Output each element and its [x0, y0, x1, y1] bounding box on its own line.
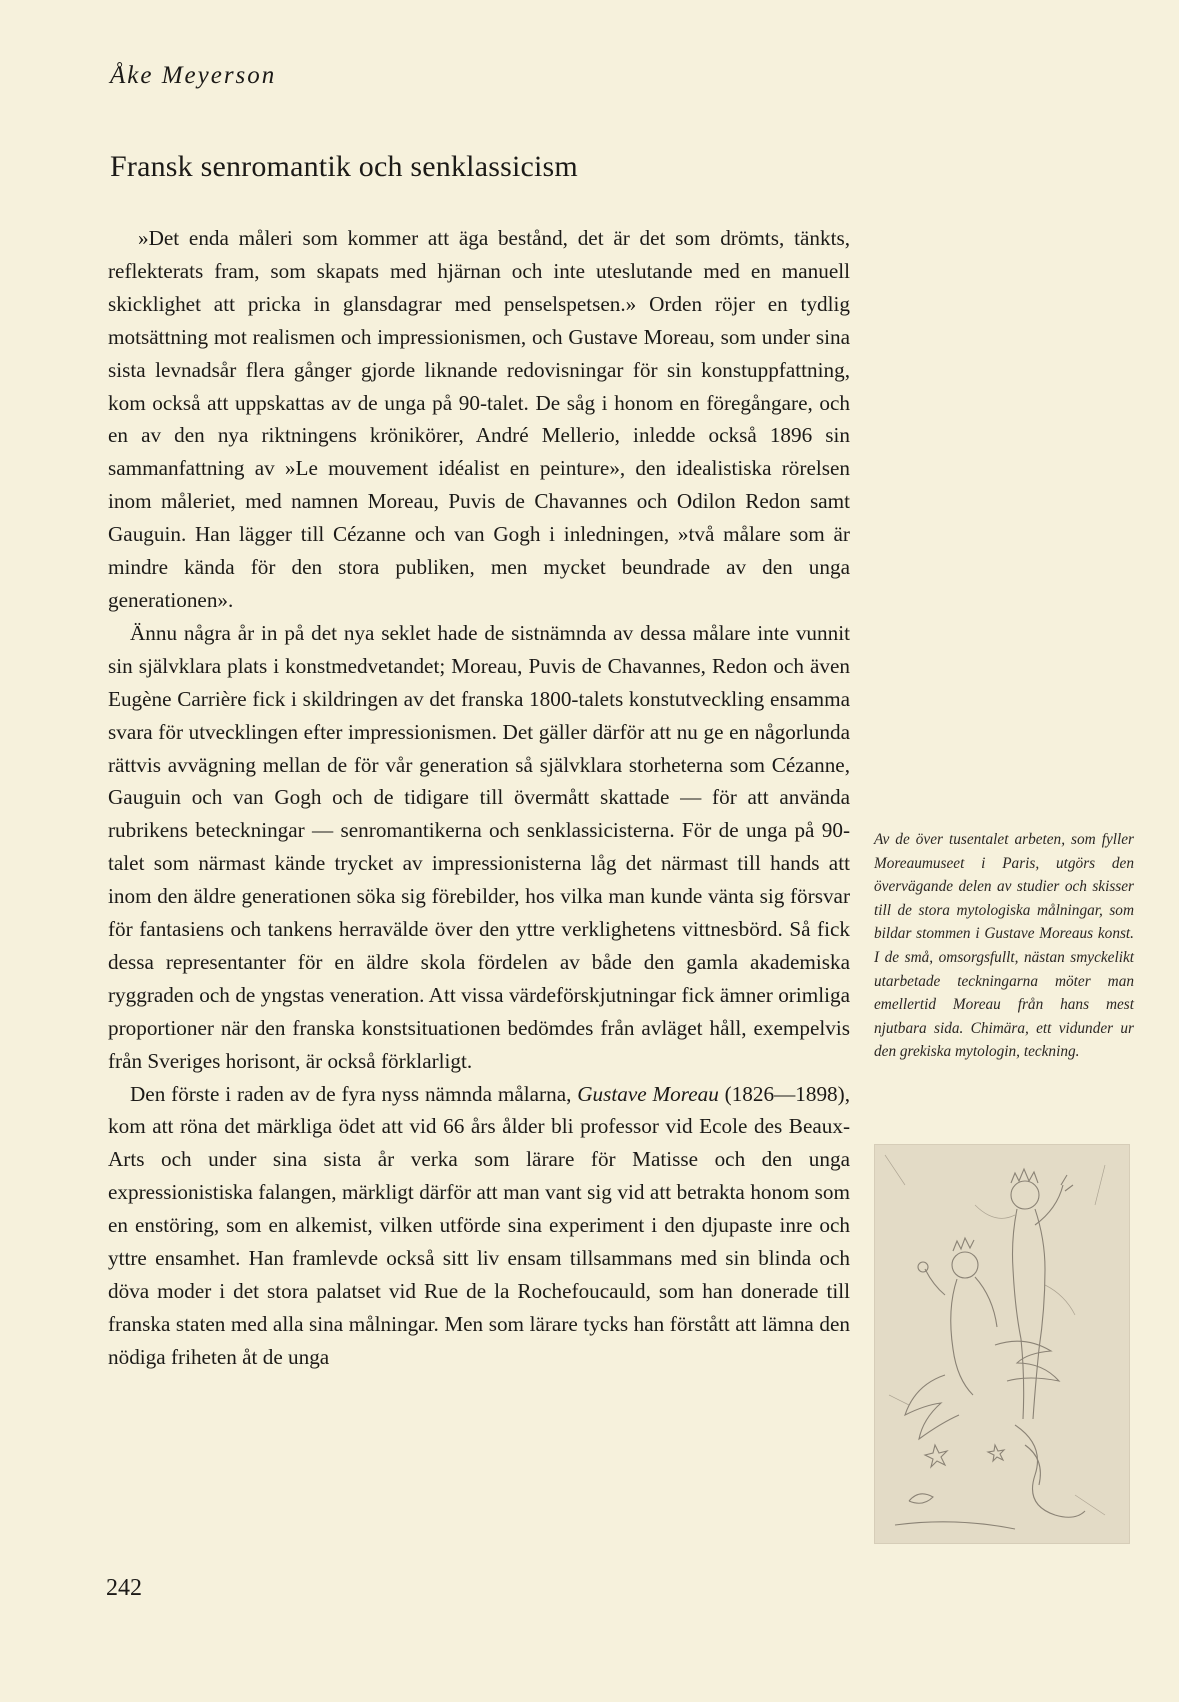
paragraph-3-rest: (1826—1898), kom att röna det märkliga ödet att vid 66 års ålder bli professor vid Ecole des Beaux-Arts och under sina sista år verka som lärare för Matisse och den unga expressionistiska falangen, märkligt därför att man vant sig vid att betrakta honom som en enstöring, som en alkemist, vilken utförde sina experiment i den djupaste inre och yttre ensamhet. Han framlevde också sitt liv ensam tillsammans med sin blinda och döva moder i det stora palatset vid Rue de la Rochefoucauld, som han donerade till franska staten med alla sina målningar. Men som lärare tycks han förstått att lämna den nödiga friheten åt de unga: [108, 1081, 850, 1369]
body-text: [108, 222, 850, 1374]
chimera-sketch-illustration: [875, 1145, 1129, 1543]
page-number: 242: [106, 1575, 142, 1601]
paragraph-3-start: Den förste i raden av de fyra nyss nämnda målarna,: [130, 1081, 572, 1106]
chapter-title: Fransk senromantik och senklassicism: [110, 150, 578, 183]
paragraph-2: Ännu några år in på det nya seklet hade de sistnämnda av dessa målare inte vunnit sin självklara plats i konstmedvetandet; Moreau, Puvis de Chavannes, Redon och även Eugène Carrière fick i skildringen av det franska 1800-talets konstutveckling ensamma svara för utvecklingen efter impressionismen. Det gäller därför att nu ge en någorlunda rättvis avvägning mellan de för vår generation så självklara storheterna som Cézanne, Gauguin och van Gogh och de tidigare till övermått skattade — för att använda rubrikens beteckningar — senromantikerna och senklassicisterna. För de unga på 90-talet som närmast kände trycket av impressionisterna låg det närmast till hands att inom den äldre generationen söka sig förebilder, hos vilka man kunde vänta sig försvar för fantasiens och tankens herravälde över den yttre verklighetens vittnesbörd. Så fick dessa representanter för en äldre skola fördelen av både den gamla akademiska ryggraden och de yngstas veneration. Att vissa värdeförskjutningar fick ämner orimliga proportioner när den franska konstsituationen bedömdes från avläget håll, exempelvis från Sveriges horisont, är också förklarligt.: [108, 620, 850, 1073]
artist-name: Gustave Moreau: [577, 1081, 719, 1106]
author-name: Åke Meyerson: [110, 62, 277, 89]
paragraph-1: »Det enda måleri som kommer att äga bestånd, det är det som drömts, tänkts, reflekterats fram, som skapats med hjärnan och inte uteslutande med en manuell skicklighet att pricka in glansdagrar med penselspetsen.» Orden röjer en tydlig motsättning mot realismen och impressionismen, och Gustave Moreau, som under sina sista levnadsår flera gånger gjorde liknande redovisningar för sin konstuppfattning, kom också att uppskattas av de unga på 90-talet. De såg i honom en föregångare, och en av den nya riktningens krönikörer, André Mellerio, inledde också 1896 sin sammanfattning av »Le mouvement idéalist en peinture», den idealistiska rörelsen inom måleriet, med namnen Moreau, Puvis de Chavannes och Odilon Redon samt Gauguin. Han lägger till Cézanne och van Gogh i inledningen, »två målare som är mindre kända för den stora publiken, men mycket beundrade av den unga generationen».: [108, 226, 850, 612]
paragraph-3: [108, 1078, 850, 1374]
figure-caption: Av de över tusentalet arbeten, som fyller Moreaumuseet i Paris, utgörs den övervägande delen av studier och skisser till de stora mytologiska målningar, som bildar stommen i Gustave Moreaus konst. I de små, omsorgsfullt, nästan smyckelikt utarbetade teckningarna möter man emellertid Moreau från hans mest njutbara sida. Chimära, ett vidunder ur den grekiska mytologin, teckning.: [874, 831, 1134, 1061]
chimera-drawing-image: [874, 1144, 1130, 1544]
